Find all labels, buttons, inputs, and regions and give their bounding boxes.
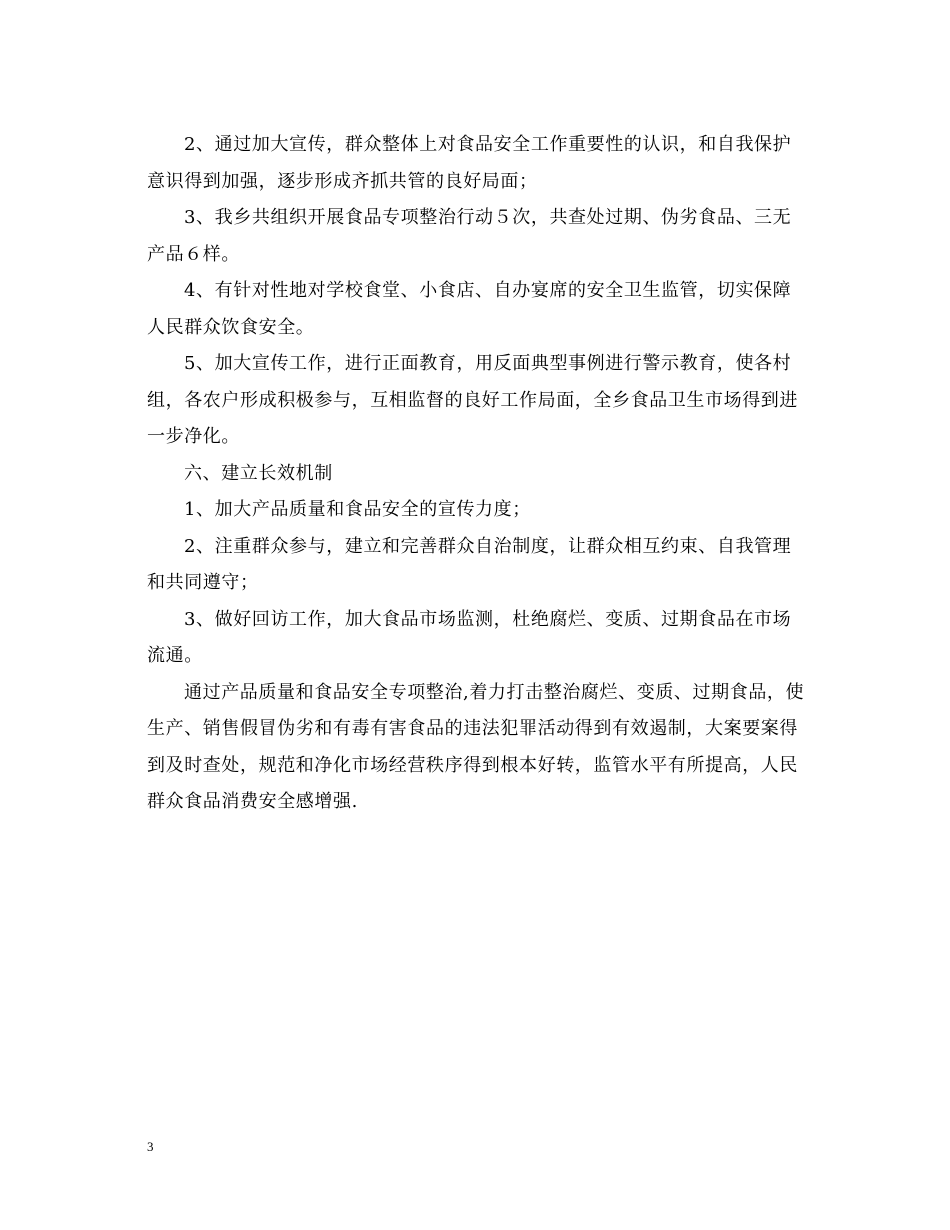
page-number: 3 [147,1139,154,1154]
paragraph-publicity-awareness: 2、通过加大宣传，群众整体上对食品安全工作重要性的认识，和自我保护意识得到加强，逐步形成齐抓共管的良好局面； [147,134,792,192]
paragraph-public-participation: 2、注重群众参与，建立和完善群众自治制度，让群众相互约束、自我管理和共同遵守； [147,535,792,593]
paragraph-publicity-education: 5、加大宣传工作，进行正面教育，用反面典型事例进行警示教育，使各村组，各农户形成积极参与，互相监督的良好工作局面，全乡食品卫生市场得到进一步净化。 [147,353,798,447]
paragraph-targeted-supervision: 4、有针对性地对学校食堂、小食店、自办宴席的安全卫生监管，切实保障人民群众饮食安全。 [147,280,792,338]
paragraph-follow-up-monitoring: 3、做好回访工作，加大食品市场监测，杜绝腐烂、变质、过期食品在市场流通。 [147,608,792,666]
paragraph-conclusion: 通过产品质量和食品安全专项整治,着力打击整治腐烂、变质、过期食品，使生产、销售假冒伪劣和有毒有害食品的违法犯罪活动得到有效遏制，大案要案得到及时查处，规范和净化市场经营秩序得到根本好转，监管水平有所提高，人民群众食品消费安全感增强. [147,681,805,812]
document-body [147,127,807,821]
section-heading-long-term-mechanism: 六、建立长效机制 [184,462,333,484]
paragraph-special-rectification: 3、我乡共组织开展食品专项整治行动５次，共查处过期、伪劣食品、三无产品６样。 [147,207,792,265]
paragraph-quality-publicity: 1、加大产品质量和食品安全的宣传力度； [184,499,531,520]
